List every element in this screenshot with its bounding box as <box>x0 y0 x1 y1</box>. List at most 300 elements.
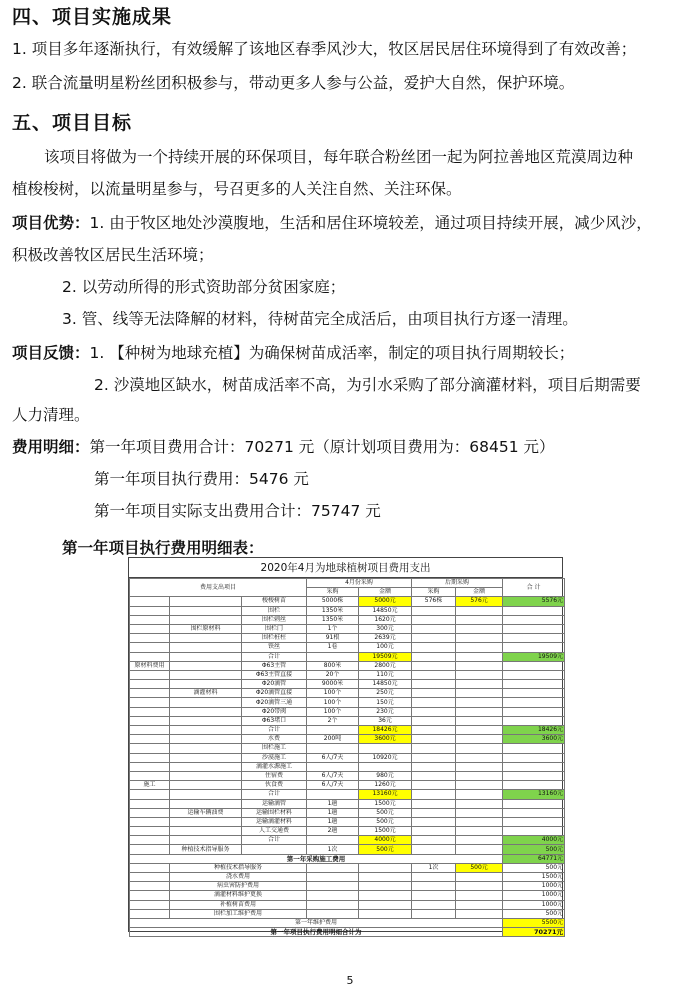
qty-cell: 100个 <box>307 698 359 707</box>
item-cell: Φ63主管直接 <box>242 670 307 679</box>
grand-total-row <box>130 928 565 937</box>
item-cell: Φ63堵口 <box>242 716 307 725</box>
result-item-2: 2. 联合流量明星粉丝团积极参与，带动更多人参与公益，爱护大自然，保护环境。 <box>12 74 575 92</box>
group-cell <box>170 597 242 606</box>
qty-cell <box>307 726 359 735</box>
qty2-cell <box>412 716 456 725</box>
qty2-cell <box>412 744 456 753</box>
table-row <box>130 643 565 652</box>
item-cell: 围栏门 <box>242 624 307 633</box>
qty2-cell <box>412 634 456 643</box>
amount2-cell <box>456 817 503 826</box>
expense-grid <box>129 578 565 937</box>
qty-cell: 1趟 <box>307 817 359 826</box>
item-cell: 铁丝 <box>242 643 307 652</box>
qty-cell <box>307 900 359 909</box>
header-qty: 采购 <box>307 588 359 597</box>
qty-cell: 1350米 <box>307 615 359 624</box>
amount-cell: 36元 <box>359 716 412 725</box>
amount2-cell <box>456 909 503 918</box>
group-cell <box>170 634 242 643</box>
qty-cell <box>307 790 359 799</box>
amount2-cell <box>456 670 503 679</box>
total-cell <box>503 634 565 643</box>
amount-cell: 150元 <box>359 698 412 707</box>
total-cell: 500元 <box>503 909 565 918</box>
header-row-1 <box>130 579 565 588</box>
subtotal-label: 第一年采购施工费用 <box>130 854 503 863</box>
amount-cell: 10920元 <box>359 753 412 762</box>
cost-actual: 第一年项目实际支出费用合计：75747 元 <box>94 502 381 520</box>
table-row <box>130 634 565 643</box>
group-cell <box>170 762 242 771</box>
table-row <box>130 661 565 670</box>
qty2-cell <box>412 698 456 707</box>
item-cell: 水费 <box>242 735 307 744</box>
group-cell <box>170 707 242 716</box>
category-cell <box>130 670 170 679</box>
qty-cell: 200吨 <box>307 735 359 744</box>
category-cell <box>130 790 170 799</box>
feedback-2b: 人力清理。 <box>12 406 90 424</box>
header-total: 合 计 <box>503 579 565 597</box>
maintenance-row <box>130 909 565 918</box>
qty-cell: 100个 <box>307 707 359 716</box>
total-cell <box>503 771 565 780</box>
qty-cell <box>307 891 359 900</box>
qty2-cell <box>412 762 456 771</box>
total-cell: 1000元 <box>503 900 565 909</box>
group-cell <box>170 781 242 790</box>
total-cell: 3600元 <box>503 735 565 744</box>
qty-cell: 1趟 <box>307 799 359 808</box>
amount2-cell: 500元 <box>456 863 503 872</box>
item-cell: 运输围栏材料 <box>242 808 307 817</box>
total-cell: 18426元 <box>503 726 565 735</box>
feedback-line-1 <box>12 342 574 364</box>
amount2-cell <box>456 680 503 689</box>
total-cell <box>503 615 565 624</box>
amount2-cell <box>456 707 503 716</box>
category-cell: 原材料费用 <box>130 661 170 670</box>
amount-cell: 230元 <box>359 707 412 716</box>
amount-cell: 18426元 <box>359 726 412 735</box>
qty-cell: 6人/7天 <box>307 753 359 762</box>
table-row <box>130 790 565 799</box>
qty-cell <box>307 909 359 918</box>
qty2-cell <box>412 873 456 882</box>
amount-cell: 500元 <box>359 845 412 854</box>
total-cell <box>503 817 565 826</box>
amount-cell: 110元 <box>359 670 412 679</box>
cost-line-1 <box>12 436 555 458</box>
table-row <box>130 762 565 771</box>
qty-cell: 1趟 <box>307 808 359 817</box>
maintenance-label: 第一年维护费用 <box>130 918 503 927</box>
category-cell <box>130 624 170 633</box>
amount-cell: 14850元 <box>359 606 412 615</box>
amount-cell: 2800元 <box>359 661 412 670</box>
qty-cell: 1次 <box>307 845 359 854</box>
cost-label: 费用明细： <box>12 438 90 456</box>
table-row <box>130 753 565 762</box>
amount-cell: 1620元 <box>359 615 412 624</box>
qty2-cell <box>412 689 456 698</box>
table-row <box>130 624 565 633</box>
group-cell <box>170 827 242 836</box>
category-cell <box>130 634 170 643</box>
group-cell <box>170 680 242 689</box>
category-cell <box>130 753 170 762</box>
amount-cell: 100元 <box>359 643 412 652</box>
qty-cell: 5000株 <box>307 597 359 606</box>
amount2-cell <box>456 606 503 615</box>
feedback-2a: 2. 沙漠地区缺水，树苗成活率不高，为引水采购了部分滴灌材料，项目后期需要 <box>94 376 641 394</box>
table-row <box>130 670 565 679</box>
group-cell <box>170 661 242 670</box>
qty-cell <box>307 744 359 753</box>
total-cell <box>503 716 565 725</box>
amount-cell <box>359 909 412 918</box>
amount-cell: 4000元 <box>359 836 412 845</box>
category-cell <box>130 698 170 707</box>
amount2-cell <box>456 652 503 661</box>
header-april: 4月份采购 <box>307 579 412 588</box>
amount2-cell <box>456 836 503 845</box>
intro-line-2: 植梭梭树，以流量明星参与，号召更多的人关注自然、关注环保。 <box>12 180 462 198</box>
amount2-cell <box>456 781 503 790</box>
expense-table <box>128 557 564 937</box>
item-cell: 种植技术指导服务 <box>170 863 307 872</box>
group-cell <box>170 753 242 762</box>
item-cell: 伙食费 <box>242 781 307 790</box>
category-cell <box>130 643 170 652</box>
item-cell: Φ63主管 <box>242 661 307 670</box>
group-cell: 围栏原材料 <box>170 624 242 633</box>
table-row <box>130 597 565 606</box>
qty2-cell <box>412 670 456 679</box>
category-cell <box>130 680 170 689</box>
header-amount: 金额 <box>359 588 412 597</box>
total-cell <box>503 808 565 817</box>
qty-cell: 20个 <box>307 670 359 679</box>
amount2-cell <box>456 735 503 744</box>
amount-cell: 500元 <box>359 808 412 817</box>
qty2-cell <box>412 615 456 624</box>
category-cell <box>130 808 170 817</box>
total-cell <box>503 753 565 762</box>
category-cell <box>130 762 170 771</box>
total-cell: 5576元 <box>503 597 565 606</box>
qty-cell: 100个 <box>307 689 359 698</box>
qty2-cell <box>412 707 456 716</box>
qty2-cell <box>412 606 456 615</box>
qty2-cell <box>412 909 456 918</box>
header-amount2: 金额 <box>456 588 503 597</box>
total-cell <box>503 661 565 670</box>
total-cell: 1000元 <box>503 882 565 891</box>
qty2-cell <box>412 817 456 826</box>
group-cell <box>170 606 242 615</box>
amount2-cell <box>456 790 503 799</box>
total-cell: 4000元 <box>503 836 565 845</box>
qty2-cell <box>412 661 456 670</box>
amount-cell <box>359 882 412 891</box>
cost-execution: 第一年项目执行费用：5476 元 <box>94 470 309 488</box>
group-cell <box>170 698 242 707</box>
qty2-cell <box>412 652 456 661</box>
amount2-cell <box>456 624 503 633</box>
item-cell: 围栏施工 <box>242 744 307 753</box>
item-cell: 围栏 <box>242 606 307 615</box>
table-title: 2020年4月为地球植树项目费用支出 <box>129 558 562 578</box>
category-cell <box>130 891 170 900</box>
item-cell: 运输滴灌材料 <box>242 817 307 826</box>
feedback-1: 1. 【种树为地球充植】为确保树苗成活率，制定的项目执行周期较长； <box>89 344 575 362</box>
category-cell <box>130 726 170 735</box>
table-row <box>130 735 565 744</box>
item-cell: 围栏刺丝 <box>242 615 307 624</box>
amount2-cell: 576元 <box>456 597 503 606</box>
table-row <box>130 845 565 854</box>
item-cell: 运输滴管 <box>242 799 307 808</box>
category-cell <box>130 836 170 845</box>
section-heading-5: 五、项目目标 <box>12 112 133 134</box>
category-cell <box>130 845 170 854</box>
qty2-cell <box>412 643 456 652</box>
group-cell <box>170 643 242 652</box>
qty2-cell <box>412 680 456 689</box>
group-cell <box>170 744 242 753</box>
item-cell: 浇水费用 <box>170 873 307 882</box>
header-later: 后期采购 <box>412 579 503 588</box>
qty-cell: 9000米 <box>307 680 359 689</box>
grand-total-label: 第一年项目执行费用明细合计为 <box>130 928 503 937</box>
amount2-cell <box>456 845 503 854</box>
total-cell <box>503 643 565 652</box>
amount2-cell <box>456 808 503 817</box>
category-cell <box>130 652 170 661</box>
item-cell: Φ20滴管直接 <box>242 689 307 698</box>
amount2-cell <box>456 615 503 624</box>
item-cell: 人工交通费 <box>242 827 307 836</box>
table-row <box>130 615 565 624</box>
item-cell: 住宿费 <box>242 771 307 780</box>
category-cell <box>130 882 170 891</box>
qty2-cell <box>412 900 456 909</box>
total-cell <box>503 827 565 836</box>
table-row <box>130 827 565 836</box>
item-cell: 滴灌材料维护更换 <box>170 891 307 900</box>
item-cell: 梭梭树苗 <box>242 597 307 606</box>
amount2-cell <box>456 753 503 762</box>
amount-cell: 300元 <box>359 624 412 633</box>
amount-cell <box>359 863 412 872</box>
total-cell <box>503 689 565 698</box>
section-heading-4: 四、项目实施成果 <box>12 6 173 28</box>
item-cell: 合计 <box>242 652 307 661</box>
maintenance-row <box>130 900 565 909</box>
qty-cell: 800米 <box>307 661 359 670</box>
item-cell: 合计 <box>242 790 307 799</box>
amount-cell: 5000元 <box>359 597 412 606</box>
maintenance-row <box>130 873 565 882</box>
advantage-2: 2. 以劳动所得的形式资助部分贫困家庭； <box>62 278 346 296</box>
qty2-cell <box>412 827 456 836</box>
amount-cell <box>359 900 412 909</box>
group-cell: 滴灌材料 <box>170 689 242 698</box>
amount2-cell <box>456 716 503 725</box>
cost-total: 第一年项目费用合计：70271 元（原计划项目费用为：68451 元） <box>89 438 555 456</box>
qty2-cell: 1次 <box>412 863 456 872</box>
qty2-cell <box>412 790 456 799</box>
qty-cell: 2趟 <box>307 827 359 836</box>
group-cell <box>170 726 242 735</box>
item-cell: 合计 <box>242 726 307 735</box>
table-row <box>130 698 565 707</box>
amount2-cell <box>456 634 503 643</box>
table-row <box>130 771 565 780</box>
total-cell: 19509元 <box>503 652 565 661</box>
group-cell: 运输车辆油费 <box>170 808 242 817</box>
category-cell <box>130 689 170 698</box>
amount2-cell <box>456 661 503 670</box>
qty-cell: 6人/7天 <box>307 781 359 790</box>
group-cell <box>170 652 242 661</box>
amount-cell: 1500元 <box>359 827 412 836</box>
item-cell <box>242 845 307 854</box>
advantage-3: 3. 管、线等无法降解的材料，待树苗完全成活后，由项目执行方逐一清理。 <box>62 310 578 328</box>
advantage-line-1 <box>12 212 652 234</box>
amount-cell: 14850元 <box>359 680 412 689</box>
amount2-cell <box>456 698 503 707</box>
item-cell: Φ20滴管三通 <box>242 698 307 707</box>
qty-cell <box>307 762 359 771</box>
item-cell: 沙漠施工 <box>242 753 307 762</box>
category-cell <box>130 873 170 882</box>
group-cell <box>170 716 242 725</box>
qty2-cell <box>412 624 456 633</box>
amount-cell: 1500元 <box>359 799 412 808</box>
item-cell: 合计 <box>242 836 307 845</box>
item-cell: 滴灌水源施工 <box>242 762 307 771</box>
category-cell <box>130 863 170 872</box>
total-cell: 500元 <box>503 845 565 854</box>
item-cell: 补植树苗费用 <box>170 900 307 909</box>
page-number: 5 <box>346 974 354 987</box>
maintenance-row <box>130 882 565 891</box>
category-cell <box>130 716 170 725</box>
group-cell <box>170 670 242 679</box>
qty2-cell <box>412 891 456 900</box>
amount-cell: 980元 <box>359 771 412 780</box>
maintenance-value: 5500元 <box>503 918 565 927</box>
amount2-cell <box>456 799 503 808</box>
amount2-cell <box>456 891 503 900</box>
table-row <box>130 652 565 661</box>
category-cell: 施工 <box>130 781 170 790</box>
group-cell: 种植技术指导服务 <box>170 845 242 854</box>
qty2-cell <box>412 771 456 780</box>
table-row <box>130 707 565 716</box>
intro-line-1: 该项目将做为一个持续开展的环保项目，每年联合粉丝团一起为阿拉善地区荒漠周边种 <box>44 148 634 166</box>
table-caption: 第一年项目执行费用明细表： <box>62 539 264 557</box>
qty-cell: 91根 <box>307 634 359 643</box>
item-cell: Φ20带阀 <box>242 707 307 716</box>
amount-cell <box>359 873 412 882</box>
amount-cell: 3600元 <box>359 735 412 744</box>
category-cell <box>130 606 170 615</box>
table-row <box>130 726 565 735</box>
amount2-cell <box>456 873 503 882</box>
item-cell: 围栏桩柱 <box>242 634 307 643</box>
qty-cell <box>307 882 359 891</box>
table-row <box>130 606 565 615</box>
header-item: 费用支出项目 <box>130 579 307 597</box>
category-cell <box>130 744 170 753</box>
category-cell <box>130 597 170 606</box>
maintenance-row <box>130 863 565 872</box>
qty-cell <box>307 863 359 872</box>
amount-cell <box>359 744 412 753</box>
grand-total-value: 70271元 <box>503 928 565 937</box>
qty-cell: 2个 <box>307 716 359 725</box>
total-cell: 1500元 <box>503 873 565 882</box>
qty-cell <box>307 836 359 845</box>
group-cell <box>170 735 242 744</box>
total-cell <box>503 680 565 689</box>
category-cell <box>130 771 170 780</box>
item-cell: 围栏加工维护费用 <box>170 909 307 918</box>
category-cell <box>130 827 170 836</box>
table-row <box>130 680 565 689</box>
group-cell <box>170 771 242 780</box>
item-cell: 病虫害防护费用 <box>170 882 307 891</box>
category-cell <box>130 799 170 808</box>
table-row <box>130 716 565 725</box>
qty-cell: 1卷 <box>307 643 359 652</box>
qty-cell: 1个 <box>307 624 359 633</box>
amount2-cell <box>456 762 503 771</box>
qty-cell: 1350米 <box>307 606 359 615</box>
category-cell <box>130 615 170 624</box>
qty2-cell <box>412 808 456 817</box>
amount2-cell <box>456 900 503 909</box>
qty2-cell: 576株 <box>412 597 456 606</box>
qty2-cell <box>412 781 456 790</box>
amount2-cell <box>456 744 503 753</box>
qty2-cell <box>412 753 456 762</box>
group-cell <box>170 799 242 808</box>
amount2-cell <box>456 771 503 780</box>
qty-cell: 6人/7天 <box>307 771 359 780</box>
advantage-1b: 积极改善牧区居民生活环境； <box>12 246 214 264</box>
qty2-cell <box>412 735 456 744</box>
total-cell <box>503 670 565 679</box>
qty2-cell <box>412 836 456 845</box>
total-cell <box>503 781 565 790</box>
total-cell <box>503 762 565 771</box>
group-cell <box>170 790 242 799</box>
item-cell: Φ20滴管 <box>242 680 307 689</box>
total-cell <box>503 707 565 716</box>
group-cell <box>170 836 242 845</box>
total-cell <box>503 624 565 633</box>
maintenance-row <box>130 891 565 900</box>
amount-cell <box>359 762 412 771</box>
advantage-label: 项目优势： <box>12 214 90 232</box>
amount-cell: 1260元 <box>359 781 412 790</box>
